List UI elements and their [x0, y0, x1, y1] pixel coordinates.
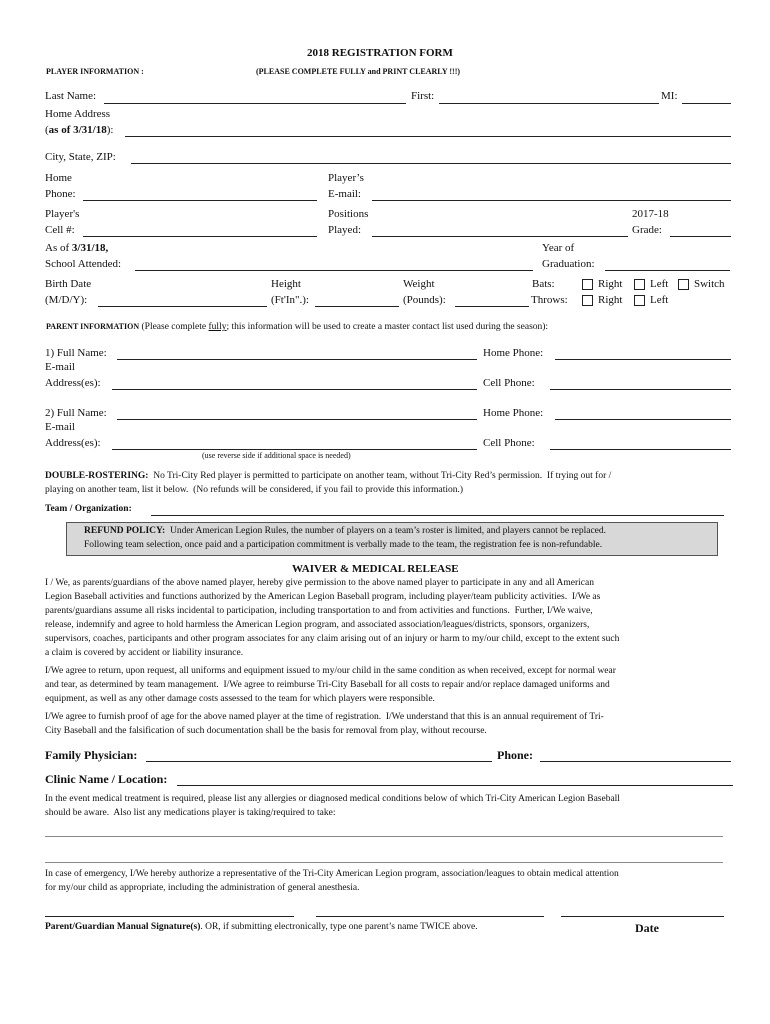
- player-email-label-1: Player’s: [328, 172, 364, 184]
- clinic-field[interactable]: [177, 785, 733, 786]
- form-title: 2018 REGISTRATION FORM: [307, 47, 453, 59]
- waiver-p2-line: I/We agree to return, upon request, all uniforms and equipment issued to my/our child in the same condition as when received, except for normal wear: [45, 666, 616, 676]
- parent1-home-phone-field[interactable]: [555, 359, 731, 360]
- allergy-instructions-line1: In the event medical treatment is required, please list any allergies or diagnosed medical conditions below of which Tri-City American Legion Baseball: [45, 794, 620, 804]
- city-label: City, State, ZIP:: [45, 151, 116, 163]
- parent1-email-label-1: E-mail: [45, 361, 75, 373]
- throws-label: Throws:: [531, 294, 568, 306]
- weight-label-1: Weight: [403, 278, 435, 290]
- throws-left-label: Left: [650, 294, 669, 306]
- bats-switch-label: Switch: [694, 278, 725, 290]
- parent1-email-field[interactable]: [112, 389, 477, 390]
- home-address-date: (as of 3/31/18):: [45, 124, 114, 136]
- cell-label-1: Player's: [45, 208, 80, 220]
- parent1-name-field[interactable]: [117, 359, 477, 360]
- home-phone-label-1: Home: [45, 172, 72, 184]
- player-info-header: PLAYER INFORMATION :: [46, 67, 144, 76]
- weight-field[interactable]: [455, 306, 529, 307]
- throws-right-checkbox[interactable]: [582, 295, 593, 306]
- weight-label-2: (Pounds):: [403, 294, 446, 306]
- birth-label-2: (M/D/Y):: [45, 294, 88, 306]
- refund-policy-line2: Following team selection, once paid and a participation commitment is verbally made to the team, the registration fee is non-refundable.: [84, 540, 603, 550]
- emergency-line2: for my/our child as appropriate, including the administration of general anesthesia.: [45, 883, 360, 893]
- positions-field[interactable]: [372, 236, 628, 237]
- parent1-cell-label: Cell Phone:: [483, 377, 535, 389]
- bats-label: Bats:: [532, 278, 555, 290]
- height-field[interactable]: [315, 306, 399, 307]
- throws-right-label: Right: [598, 294, 623, 306]
- parent1-home-phone-label: Home Phone:: [483, 347, 544, 359]
- home-address-field[interactable]: [125, 136, 731, 137]
- physician-phone-label: Phone:: [497, 748, 533, 762]
- date-field[interactable]: [561, 916, 724, 917]
- waiver-p1-line: parents/guardians assume all risks incidental to participation, including transportation to and from activities and functions. Further, I/We waive,: [45, 606, 593, 616]
- mi-field[interactable]: [682, 103, 731, 104]
- refund-policy-line1: REFUND POLICY: Under American Legion Rules, the number of players on a team’s roster is limited, and players cannot be replaced.: [84, 526, 607, 536]
- waiver-p2-line: and tear, as determined by team management. I/We agree to reimburse Tri-City Baseball for all costs to repair and/or replace damaged uniforms and: [45, 680, 610, 690]
- bats-left-checkbox[interactable]: [634, 279, 645, 290]
- school-label-1: As of 3/31/18,: [45, 242, 109, 254]
- first-name-label: First:: [411, 90, 435, 102]
- family-physician-field[interactable]: [146, 761, 492, 762]
- birth-date-field[interactable]: [98, 306, 267, 307]
- waiver-p1-line: supervisors, coaches, participants and other program associates for any claim arising out of an injury or harm to my/our child, except to the extent such: [45, 634, 620, 644]
- bats-right-label: Right: [598, 278, 623, 290]
- cell-label-2: Cell #:: [45, 224, 75, 236]
- signature-label: Parent/Guardian Manual Signature(s). OR, if submitting electronically, type one parent’s name TWICE above.: [45, 922, 478, 932]
- parent1-name-label: 1) Full Name:: [45, 347, 107, 359]
- parent2-cell-label: Cell Phone:: [483, 437, 535, 449]
- birth-label-1: Birth Date: [45, 278, 92, 290]
- reverse-side-note: (use reverse side if additional space is needed): [202, 451, 351, 460]
- waiver-title: WAIVER & MEDICAL RELEASE: [292, 563, 459, 575]
- waiver-p1-line: release, indemnify and agree to hold harmless the American Legion program, and associated association/leagues/districts, sponsors, organizers,: [45, 620, 590, 630]
- physician-phone-field[interactable]: [540, 761, 731, 762]
- grade-label-2: Grade:: [632, 224, 662, 236]
- player-email-field[interactable]: [372, 200, 731, 201]
- school-field[interactable]: [135, 270, 533, 271]
- double-rostering-line1: DOUBLE-ROSTERING: No Tri-City Red player is permitted to participate on another team, without Tri-City Red’s permission. If trying out for /: [45, 471, 612, 481]
- bats-switch-checkbox[interactable]: [678, 279, 689, 290]
- graduation-label-1: Year of: [542, 242, 575, 254]
- waiver-p1-line: I / We, as parents/guardians of the above named player, hereby give permission to the above named player to participate in any and all American: [45, 578, 594, 588]
- waiver-p2-line: equipment, as well as any other damage costs assessed to the team for which players were responsible.: [45, 694, 435, 704]
- team-organization-label: Team / Organization:: [45, 504, 132, 514]
- parent2-home-phone-label: Home Phone:: [483, 407, 544, 419]
- waiver-p1-line: Legion Baseball activities and functions authorized by the American Legion Baseball program, including player/team publicity activities. I/We as: [45, 592, 601, 602]
- grade-field[interactable]: [670, 236, 731, 237]
- graduation-field[interactable]: [605, 270, 730, 271]
- allergy-field-line2[interactable]: [45, 862, 723, 863]
- allergy-field-line1[interactable]: [45, 836, 723, 837]
- parent-info-header: PARENT INFORMATION (Please complete fully; this information will be used to create a master contact list used during the season):: [46, 322, 549, 332]
- mi-label: MI:: [661, 90, 678, 102]
- parent2-name-field[interactable]: [117, 419, 477, 420]
- parent1-cell-field[interactable]: [550, 389, 731, 390]
- double-rostering-line2: playing on another team, list it below. (No refunds will be considered, if you fail to provide this information.): [45, 485, 464, 495]
- positions-label-2: Played:: [328, 224, 361, 236]
- parent2-email-label-1: E-mail: [45, 421, 75, 433]
- home-address-label: Home Address: [45, 108, 111, 120]
- signature-field-2[interactable]: [316, 916, 544, 917]
- school-label-2: School Attended:: [45, 258, 122, 270]
- height-label-1: Height: [271, 278, 301, 290]
- player-email-label-2: E-mail:: [328, 188, 361, 200]
- parent2-name-label: 2) Full Name:: [45, 407, 107, 419]
- graduation-label-2: Graduation:: [542, 258, 595, 270]
- parent2-email-field[interactable]: [112, 449, 477, 450]
- parent1-email-label-2: Address(es):: [45, 377, 101, 389]
- home-phone-label-2: Phone:: [45, 188, 76, 200]
- city-field[interactable]: [131, 163, 731, 164]
- waiver-p3-line: I/We agree to furnish proof of age for the above named player at the time of registration. I/We understand that this is an annual requirement of Tri-: [45, 712, 604, 722]
- emergency-line1: In case of emergency, I/We hereby authorize a representative of the Tri-City American Legion program, association/leagues to obtain medical attention: [45, 869, 619, 879]
- throws-left-checkbox[interactable]: [634, 295, 645, 306]
- waiver-p1-line: a claim is covered by accident or liability insurance.: [45, 648, 244, 658]
- family-physician-label: Family Physician:: [45, 748, 138, 762]
- instructions: (PLEASE COMPLETE FULLY and PRINT CLEARLY !!!): [256, 67, 461, 76]
- date-label: Date: [635, 921, 659, 935]
- cell-field[interactable]: [83, 236, 317, 237]
- bats-right-checkbox[interactable]: [582, 279, 593, 290]
- waiver-p3-line: City Baseball and the falsification of such documentation shall be the basis for removal from play, without recourse.: [45, 726, 487, 736]
- first-name-field[interactable]: [439, 103, 659, 104]
- parent2-cell-field[interactable]: [550, 449, 731, 450]
- height-label-2: (Ft'In".):: [271, 294, 309, 306]
- home-phone-field[interactable]: [83, 200, 317, 201]
- allergy-instructions-line2: should be aware. Also list any medications player is taking/required to take:: [45, 808, 336, 818]
- grade-label-1: 2017-18: [632, 208, 669, 220]
- parent2-email-label-2: Address(es):: [45, 437, 101, 449]
- team-organization-field[interactable]: [151, 515, 724, 516]
- signature-field-1[interactable]: [45, 916, 294, 917]
- last-name-label: Last Name:: [45, 90, 97, 102]
- parent2-home-phone-field[interactable]: [555, 419, 731, 420]
- last-name-field[interactable]: [104, 103, 406, 104]
- positions-label-1: Positions: [328, 208, 369, 220]
- clinic-label: Clinic Name / Location:: [45, 772, 168, 786]
- bats-left-label: Left: [650, 278, 669, 290]
